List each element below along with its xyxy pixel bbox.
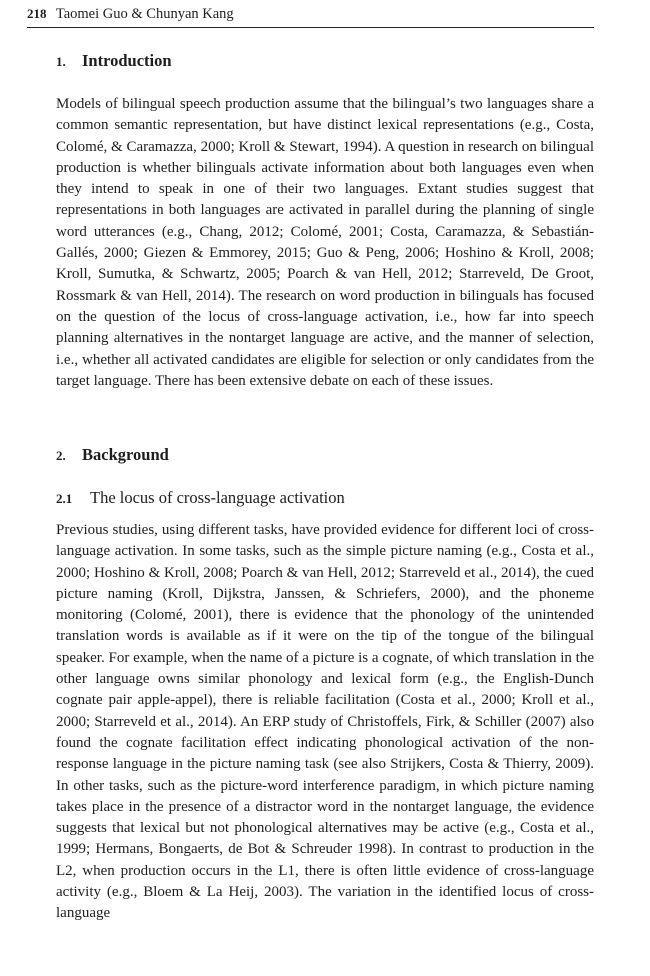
introduction-paragraph: Models of bilingual speech production assume that the bilingual’s two languages share a common semantic representation, but have distinct lexical representations (e.g., Costa, Colomé, & Caramazza, 2000; Kroll & Stewart, 1994). A question in research on bilingual production is whether bilinguals activate information about both languages even when they intend to speak in one of their two languages. Extant studies suggest that representations in both languages are activated in parallel during the planning of single word utterances (e.g., Chang, 2012; Colomé, 2001; Costa, Caramazza, & Sebastián-Gallés, 2000; Giezen & Emmorey, 2015; Guo & Peng, 2006; Hoshino & Kroll, 2008; Kroll, Sumutka, & Schwartz, 2005; Poarch & van Hell, 2012; Starreveld, De Groot, Rossmark & van Hell, 2014). The research on word production in bilinguals has focused on the question of the locus of cross-language activation, i.e., how far into speech planning alternatives in the nontarget language are active, and the manner of selection, i.e., whether all activated candidates are eligible for selection or only candidates from the target language. There has been extensive debate on each of these issues. bbox=[56, 96, 594, 389]
subsection-title: The locus of cross-language activation bbox=[90, 488, 345, 507]
page-number: 218 bbox=[27, 6, 47, 21]
subsection-number: 2.1 bbox=[56, 491, 73, 506]
section-title: Background bbox=[82, 445, 169, 464]
section-heading-background bbox=[56, 445, 169, 466]
running-head bbox=[27, 5, 594, 28]
subsection-heading-locus bbox=[56, 488, 345, 509]
section-number: 2. bbox=[56, 448, 66, 463]
section-heading-introduction bbox=[56, 51, 172, 72]
locus-paragraph: Previous studies, using different tasks, have provided evidence for different loci of cross-language activation. In some tasks, such as the simple picture naming (e.g., Costa et al., 2000; Hoshino & Kroll, 2008; Poarch & van Hell, 2012; Starreveld et al., 2014), the cued picture naming (Kroll, Dijkstra, Janssen, & Schriefers, 2000), and the phoneme monitoring (Colomé, 2001), there is evidence that the phonology of the unintended translation words is available as if it were on the tip of the tongue of the bilingual speaker. For example, when the name of a picture is a cognate, of which translation in the other language owns similar phonology and lexical form (e.g., the English-Dunch cognate pair apple-appel), there is reliable facilitation (Costa et al., 2000; Kroll et al., 2000; Starreveld et al., 2014). An ERP study of Christoffels, Firk, & Schiller (2007) also found the cognate facilitation effect indicating phonological activation of the non-response language in the picture naming task (see also Strijkers, Costa & Thierry, 2009). In other tasks, such as the picture-word interference paradigm, in which picture naming takes place in the presence of a distractor word in the nontarget language, the evidence suggests that lexical but not phonological alternatives may be active (e.g., Costa et al., 1999; Hermans, Bongaerts, de Bot & Schreuder 1998). In contrast to production in the L2, when production occurs in the L1, there is often little evidence of cross-language activity (e.g., Bloem & La Heij, 2003). The variation in the identified locus of cross-language bbox=[56, 522, 594, 922]
section-title: Introduction bbox=[82, 51, 172, 70]
running-head-authors: Taomei Guo & Chunyan Kang bbox=[55, 6, 234, 22]
section-number: 1. bbox=[56, 54, 66, 69]
